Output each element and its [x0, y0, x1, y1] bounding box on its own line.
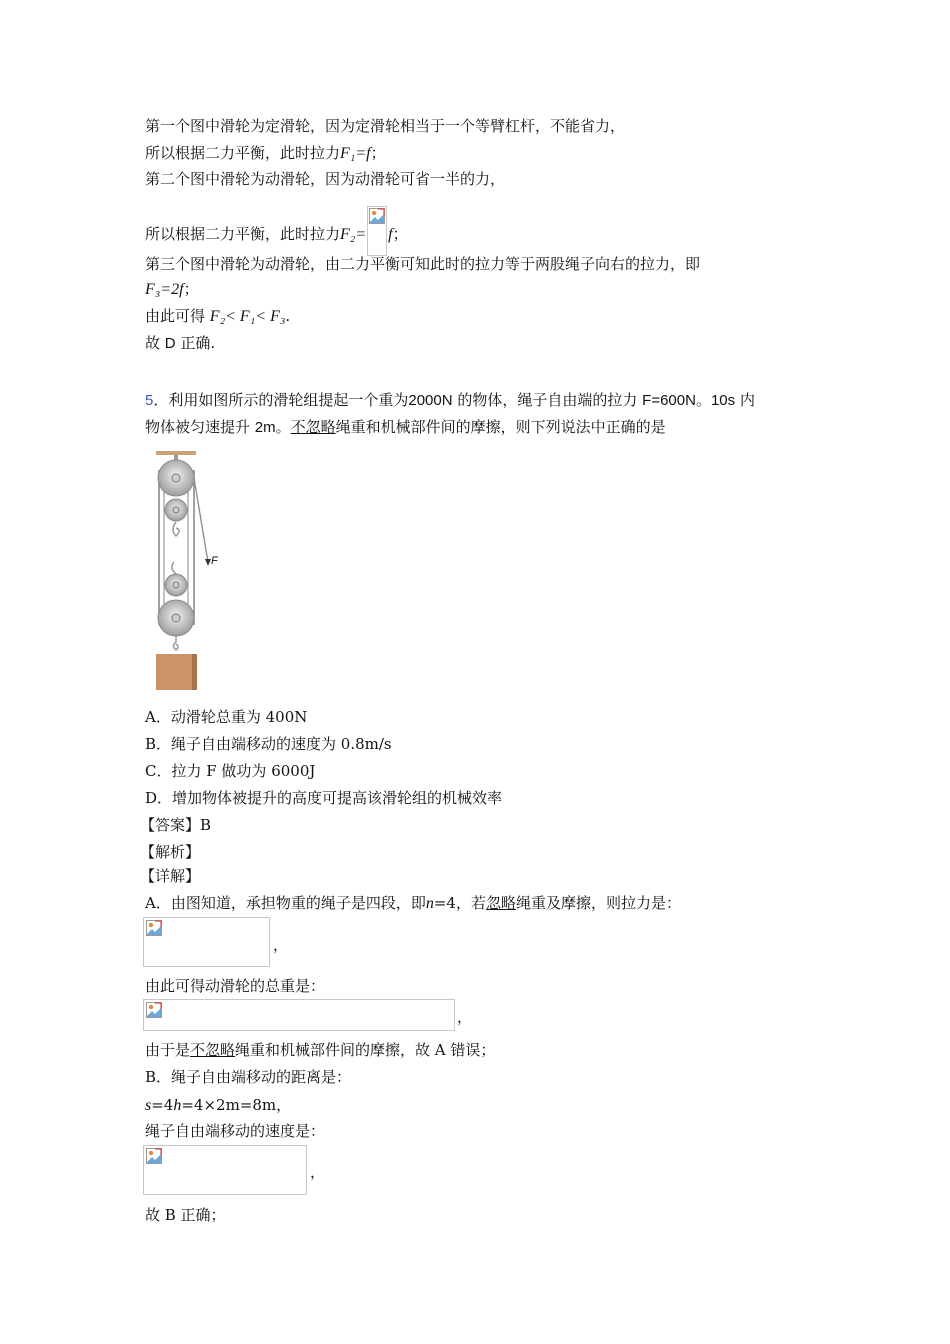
solution-line [145, 1040, 495, 1060]
text-segment: 绳重及摩擦，则拉力是： [515, 894, 681, 912]
solution-line [145, 1095, 291, 1116]
option-c: C．拉力 F 做功为 6000J [145, 762, 316, 780]
text-segment: 所以根据二力平衡，此时拉力 [145, 225, 341, 243]
variable: s [145, 1097, 152, 1114]
analysis-label: 【解析】 [140, 843, 201, 861]
text-segment: 。 [695, 391, 711, 409]
solution-line: B．绳子自由端移动的距离是： [145, 1068, 352, 1086]
text-segment: 由此可得 [145, 307, 206, 325]
text-segment: 2m [254, 419, 276, 436]
variable: n [425, 895, 434, 912]
broken-image-icon [146, 920, 162, 936]
text-segment: A．由图知道，承担物重的绳子是四段，即 [145, 894, 426, 912]
comma: ， [457, 1008, 473, 1026]
question-line [145, 417, 666, 438]
text-segment: 物体被匀速提升 [145, 418, 251, 436]
solution-line: 绳子自由端移动的速度是： [145, 1122, 326, 1140]
broken-image-formula [143, 999, 455, 1031]
underlined-text: 不忽略 [190, 1041, 236, 1059]
answer-label: 【答案】B [140, 816, 212, 834]
solution-line: 故 B 正确； [145, 1206, 226, 1224]
text-segment: 由于是 [145, 1041, 191, 1059]
broken-image-formula [143, 1145, 307, 1195]
broken-image-icon [146, 1002, 162, 1018]
question-line [145, 390, 755, 411]
text-segment: 的物体，绳子自由端的拉力 [457, 391, 638, 409]
pulley-system-figure [150, 450, 230, 695]
text-segment: 利用如图所示的滑轮组提起一个重为 [168, 391, 409, 409]
broken-image-icon [146, 1148, 162, 1164]
force-label: F [211, 555, 218, 567]
text-segment: 10s [710, 392, 736, 409]
formula: F₂= [340, 226, 367, 243]
broken-image-fraction [367, 206, 387, 256]
text-segment: ； [183, 280, 199, 298]
text-segment: =4×2m=8m， [181, 1096, 292, 1114]
text-segment: 内 [739, 391, 755, 409]
formula: f [388, 226, 393, 243]
text-segment: 2000N [408, 392, 453, 409]
text-segment: 所以根据二力平衡，此时拉力 [145, 144, 341, 162]
formula: F₁=f [340, 145, 371, 162]
text-segment: D [164, 335, 176, 352]
text-line: 第一个图中滑轮为定滑轮，因为定滑轮相当于一个等臂杠杆，不能省力， [145, 117, 626, 135]
text-segment: 绳重和机械部件间的摩擦，则下列说法中正确的是 [335, 418, 666, 436]
text-line: 第三个图中滑轮为动滑轮，由二力平衡可知此时的拉力等于两股绳子向右的拉力，即 [145, 255, 701, 273]
question-number: 5 [145, 392, 154, 409]
text-line [145, 210, 408, 260]
text-segment: F=600N [642, 392, 696, 409]
text-segment: 绳重和机械部件间的摩擦，故 A 错误； [235, 1041, 496, 1059]
solution-line [145, 893, 681, 914]
text-segment: ． [153, 391, 169, 409]
option-b: B．绳子自由端移动的速度为 0.8m/s [145, 735, 392, 753]
comma: ， [273, 936, 289, 954]
text-line: 第二个图中滑轮为动滑轮，因为动滑轮可省一半的力， [145, 170, 506, 188]
broken-image-formula [143, 917, 270, 967]
option-d: D．增加物体被提升的高度可提高该滑轮组的机械效率 [145, 789, 503, 807]
formula: F₂< F₁< F₃ [209, 308, 286, 325]
text-segment: ； [392, 225, 408, 243]
text-line [145, 306, 290, 327]
underlined-text: 忽略 [485, 894, 516, 912]
text-segment: 正确. [180, 334, 216, 352]
text-segment: ； [370, 144, 386, 162]
text-segment: 故 [145, 334, 161, 352]
text-line [145, 333, 215, 354]
text-segment: =4，若 [433, 894, 486, 912]
formula: F₃=2f [145, 281, 184, 298]
text-segment: 。 [275, 418, 291, 436]
broken-image-icon [369, 208, 385, 224]
detail-label: 【详解】 [140, 867, 201, 885]
comma: ， [310, 1163, 326, 1181]
text-line [145, 143, 386, 164]
text-line [145, 279, 199, 300]
text-segment: . [285, 307, 291, 325]
option-a: A．动滑轮总重为 400N [145, 708, 308, 726]
text-segment: =4 [151, 1096, 174, 1114]
variable: h [173, 1097, 182, 1114]
solution-line: 由此可得动滑轮的总重是： [145, 977, 326, 995]
underlined-text: 不忽略 [290, 418, 336, 436]
